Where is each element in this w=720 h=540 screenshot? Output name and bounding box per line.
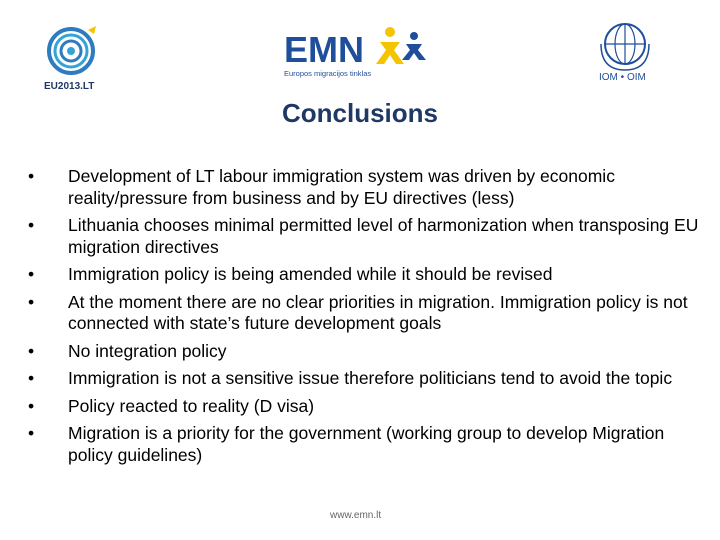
bullet-dot: • — [28, 368, 35, 388]
bullet-text: At the moment there are no clear priorities in migration. Immigration policy is not connected with state’s future development goals — [68, 291, 688, 333]
bullet-dot: • — [28, 291, 35, 312]
bullet-item — [24, 292, 704, 335]
svg-text:EU2013.LT: EU2013.LT — [44, 81, 95, 92]
bullet-item — [24, 341, 704, 363]
bullet-item — [24, 166, 704, 209]
bullet-item — [24, 264, 704, 286]
bullet-item — [24, 368, 704, 390]
bullet-item — [24, 423, 704, 466]
eu2013-logo — [40, 20, 110, 92]
footer-url: www.emn.lt — [330, 510, 382, 521]
bullet-text: Policy reacted to reality (D visa) — [68, 395, 315, 416]
bullet-text: Migration is a priority for the government (working group to develop Migration policy guidelines) — [68, 423, 665, 465]
bullet-list — [24, 166, 704, 472]
svg-text:Europos migracijos tinklas: Europos migracijos tinklas — [284, 69, 372, 78]
bullet-text: Immigration is not a sensitive issue therefore politicians tend to avoid the topic — [68, 368, 673, 388]
bullet-dot: • — [28, 340, 35, 361]
bullet-dot: • — [28, 264, 35, 284]
bullet-text: Immigration policy is being amended while it should be revised — [68, 264, 553, 284]
bullet-dot: • — [28, 423, 35, 443]
bullet-dot: • — [28, 166, 35, 186]
svg-text:IOM • OIM: IOM • OIM — [599, 72, 646, 82]
bullet-dot: • — [28, 215, 35, 235]
emn-logo — [282, 20, 434, 82]
svg-text:EMN: EMN — [284, 29, 364, 70]
bullet-item — [24, 396, 704, 418]
bullet-dot: • — [28, 395, 35, 416]
bullet-item — [24, 215, 704, 258]
iom-logo — [575, 20, 675, 82]
bullet-text: Development of LT labour immigration system was driven by economic reality/pressure from business and by EU directives (less) — [68, 166, 615, 208]
bullet-text: No integration policy — [68, 340, 227, 361]
slide-title: Conclusions — [281, 98, 438, 128]
bullet-text: Lithuania chooses minimal permitted level of harmonization when transposing EU migration directives — [68, 215, 699, 257]
